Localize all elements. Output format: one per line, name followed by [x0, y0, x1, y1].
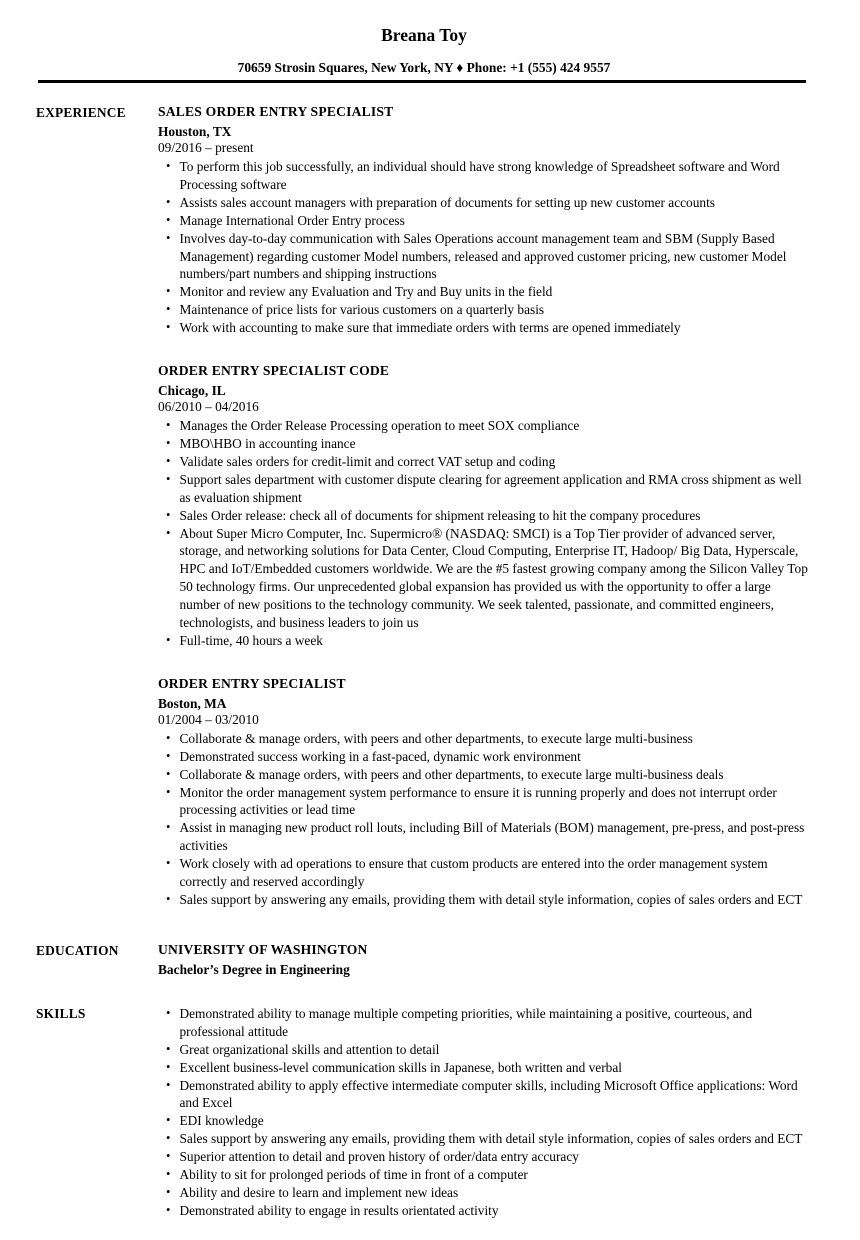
- skills-section-label: SKILLS: [36, 1005, 86, 1021]
- bullet-item: • Monitor the order management system performance to ensure it is running properly and does not interrupt order processing activities or lead time: [158, 784, 812, 820]
- bullet-item: • Manage International Order Entry process: [158, 212, 812, 230]
- bullet-item: • Demonstrated ability to engage in results orientated activity: [158, 1202, 812, 1220]
- bullet-item: • Ability and desire to learn and implement new ideas: [158, 1184, 812, 1202]
- job-bullet-list: [158, 158, 812, 337]
- bullet-item: • Demonstrated ability to apply effective intermediate computer skills, including Microsoft Office applications: Word and Excel: [158, 1077, 812, 1113]
- job-bullet-list: [158, 730, 812, 909]
- job-dates: 09/2016 – present: [158, 140, 254, 155]
- education-degree: Bachelor’s Degree in Engineering: [158, 961, 350, 977]
- bullet-item: • EDI knowledge: [158, 1112, 812, 1130]
- experience-content: [158, 104, 812, 909]
- contact-line: 70659 Strosin Squares, New York, NY ♦ Phone: +1 (555) 424 9557: [237, 60, 611, 75]
- bullet-item: • Monitor and review any Evaluation and Try and Buy units in the field: [158, 283, 812, 301]
- bullet-item: • Sales support by answering any emails, providing them with detail style information, copies of sales orders and ECT: [158, 1130, 812, 1148]
- bullet-item: • Work closely with ad operations to ensure that custom products are entered into the order management system correctly and reserved accordingly: [158, 855, 812, 891]
- education-content: [158, 942, 812, 978]
- bullet-item: • Demonstrated ability to manage multiple competing priorities, while maintaining a positive, courteous, and professional attitude: [158, 1005, 812, 1041]
- bullet-item: • Superior attention to detail and proven history of order/data entry accuracy: [158, 1148, 812, 1166]
- bullet-item: • Collaborate & manage orders, with peers and other departments, to execute large multi-business deals: [158, 766, 812, 784]
- bullet-item: • Work with accounting to make sure that immediate orders with terms are opened immediately: [158, 319, 812, 337]
- job-location: Boston, MA: [158, 695, 227, 711]
- bullet-item: • Sales support by answering any emails, providing them with detail style information, copies of sales orders and ECT: [158, 891, 812, 909]
- bullet-item: • About Super Micro Computer, Inc. Supermicro® (NASDAQ: SMCI) is a Top Tier provider of advanced server, storage, and networking solutions for Data Center, Cloud Computing, Enterprise IT, Hadoop/ Big Data, Hyperscale, HPC and IoT/Embedded customers worldwide. We are the #5 fastest growing company among the Silicon Valley Top 50 technology firms. Our unprecedented global expansion has provided us with the opportunity to offer a large number of new positions to the technology community. We seek talented, passionate, and committed engineers, technologists, and business leaders to join us: [158, 525, 812, 632]
- bullet-item: • Ability to sit for prolonged periods of time in front of a computer: [158, 1166, 812, 1184]
- education-section: [36, 942, 812, 978]
- skills-section: [36, 1005, 812, 1220]
- bullet-item: • Involves day-to-day communication with Sales Operations account management team and SBM (Supply Based Management) regarding customer Model numbers, released and approved customer pricing, new customer Model numbers/part numbers and shipping instructions: [158, 230, 812, 284]
- education-section-label: EDUCATION: [36, 942, 119, 958]
- bullet-item: • Full-time, 40 hours a week: [158, 632, 812, 650]
- job-bullet-list: [158, 417, 812, 650]
- bullet-item: • Validate sales orders for credit-limit and correct VAT setup and coding: [158, 453, 812, 471]
- bullet-item: • Support sales department with customer dispute clearing for agreement application and RMA cross shipment as well as evaluation shipment: [158, 471, 812, 507]
- job-entry: [158, 676, 812, 909]
- candidate-name: Breana Toy: [381, 25, 467, 45]
- job-location: Chicago, IL: [158, 383, 226, 399]
- job-title: SALES ORDER ENTRY SPECIALIST: [158, 104, 394, 119]
- job-dates: 01/2004 – 03/2010: [158, 711, 259, 727]
- education-school: UNIVERSITY OF WASHINGTON: [158, 941, 368, 957]
- bullet-item: • Maintenance of price lists for various customers on a quarterly basis: [158, 301, 812, 319]
- skills-content: [158, 1005, 812, 1220]
- bullet-item: • Assist in managing new product roll louts, including Bill of Materials (BOM) management, pre-press, and post-press activities: [158, 819, 812, 855]
- bullet-item: • To perform this job successfully, an individual should have strong knowledge of Spreadsheet software and Word Processing software: [158, 158, 812, 194]
- header-divider: [38, 80, 806, 83]
- bullet-item: • Sales Order release: check all of documents for shipment releasing to hit the company procedures: [158, 507, 812, 525]
- bullet-item: • Assists sales account managers with preparation of documents for setting up new customer accounts: [158, 194, 812, 212]
- job-title: ORDER ENTRY SPECIALIST: [158, 675, 346, 691]
- bullet-item: • Collaborate & manage orders, with peers and other departments, to execute large multi-business: [158, 730, 812, 748]
- bullet-item: • Demonstrated success working in a fast-paced, dynamic work environment: [158, 748, 812, 766]
- bullet-item: • Excellent business-level communication skills in Japanese, both written and verbal: [158, 1059, 812, 1077]
- job-entry: [158, 104, 812, 337]
- bullet-item: • MBO\HBO in accounting inance: [158, 435, 812, 453]
- skills-bullet-list: [158, 1005, 812, 1220]
- bullet-item: • Great organizational skills and attention to detail: [158, 1041, 812, 1059]
- job-entry: [158, 363, 812, 650]
- job-location: Houston, TX: [158, 124, 232, 139]
- job-dates: 06/2010 – 04/2016: [158, 399, 259, 415]
- experience-section-label: EXPERIENCE: [36, 105, 126, 120]
- bullet-item: • Manages the Order Release Processing operation to meet SOX compliance: [158, 417, 812, 435]
- experience-section: [36, 104, 812, 909]
- job-title: ORDER ENTRY SPECIALIST CODE: [158, 363, 390, 379]
